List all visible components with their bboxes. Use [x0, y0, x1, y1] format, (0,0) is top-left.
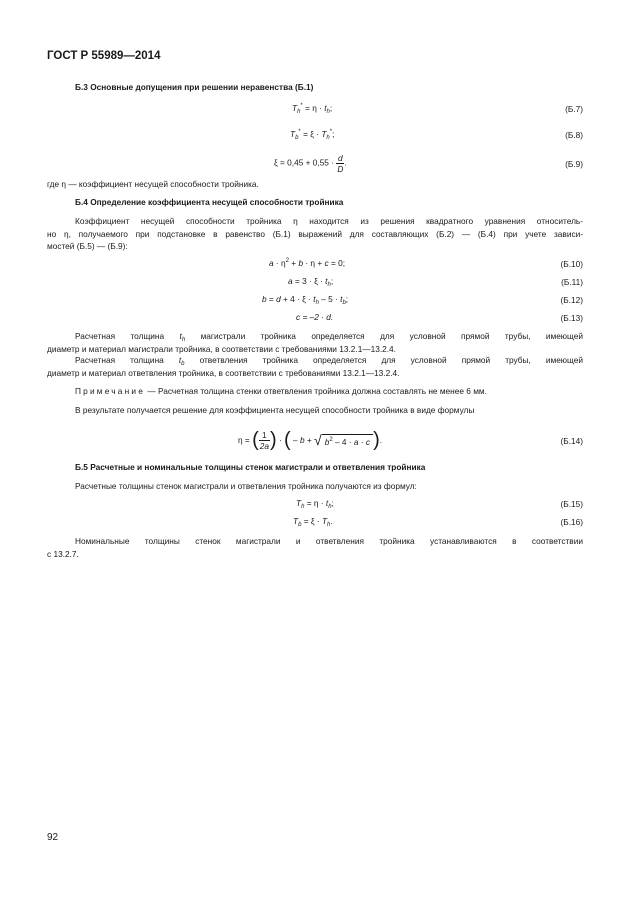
- equation-b11: $a = 3 \cdot \xi \cdot t_h$;: [288, 276, 334, 288]
- equation-b10: $a \cdot \eta^2 + b \cdot \eta + c = 0$;: [269, 258, 346, 268]
- equation-b16: $T_b = \xi \cdot T_h$.: [293, 516, 333, 528]
- equation-b9-number: (Б.9): [565, 159, 583, 169]
- fraction-denominator: D: [337, 164, 344, 174]
- final-paragraph: [47, 535, 583, 560]
- text-fragment: диаметр и материал магистрали тройника, в соответствии с требованиями 13.2.1—13.2.4.: [47, 343, 396, 354]
- equation-b8: $T_b^* = \xi \cdot T_h^*$;: [290, 129, 335, 141]
- text-fragment: Расчетная толщина: [75, 355, 164, 365]
- para-line: Коэффициент несущей способности тройника η находится из решения квадратного уравнения относитель-: [75, 216, 583, 226]
- text-fragment: диаметр и материал ответвления тройника, в соответствии с требованиями 13.2.1—13.2.4.: [47, 367, 400, 378]
- para-line: мостей (Б.5) — (Б.9):: [47, 241, 128, 252]
- section-b5-intro: Расчетные толщины стенок магистрали и ответвления тройника получаются из формул:: [75, 481, 417, 491]
- note: [75, 385, 487, 398]
- equation-b9-fraction: [336, 153, 344, 174]
- text-fragment: с 13.2.7.: [47, 548, 79, 559]
- document-header: ГОСТ Р 55989—2014: [47, 50, 161, 62]
- where-text: где η — коэффициент несущей способности тройника.: [47, 179, 259, 189]
- equation-b14-number: (Б.14): [560, 436, 583, 446]
- paragraph-thickness-branch: Расчетная толщина $t_b$ ответвления тройника определяется для условной прямой трубы, имеющей диаметр и материал ответвления тройника, в соответствии с требованиями 13.2.1—13.2.4.: [47, 355, 584, 378]
- equation-b13: c = –2 · d.: [296, 312, 334, 322]
- equation-b14: η = ( $\frac{1}{2a}$ ) · ( – b + √ $b^2 - 4 \cdot a \cdot c$ ) .: [238, 429, 383, 451]
- equation-b9: ξ = 0,45 + 0,55 · $\frac{d}{D}$ .: [274, 153, 347, 174]
- equation-b13-number: (Б.13): [560, 313, 583, 323]
- note-text: — Расчетная толщина стенки ответвления тройника должна составлять не менее 6 мм.: [147, 386, 487, 396]
- equation-b8-number: (Б.8): [565, 130, 583, 140]
- equation-b7: $T_h^* = \eta \cdot t_h$;: [292, 103, 333, 115]
- section-b4-paragraph: [47, 215, 583, 253]
- text-fragment: Номинальные толщины стенок магистрали и ответвления тройника устанавливаются в соответствии: [75, 536, 583, 546]
- text-fragment: ответвления тройника определяется для условной прямой трубы, имеющей: [199, 355, 584, 365]
- section-b4-title: Б.4 Определение коэффициента несущей способности тройника: [75, 197, 344, 207]
- fraction-numerator: d: [338, 153, 343, 163]
- result-text: В результате получается решение для коэффициента несущей способности тройника в виде формулы: [75, 405, 475, 415]
- text-fragment: Расчетная толщина: [75, 331, 165, 341]
- para-line: но η, получаемого при подстановке в равенство (Б.1) выражений для составляющих (Б.2) — (Б.4) при учете зависи-: [47, 228, 583, 239]
- equation-b9-lhs: ξ = 0,45 + 0,55 ·: [274, 157, 334, 168]
- equation-b15: $T_h = \eta \cdot t_h$;: [296, 498, 334, 510]
- note-label: Примечание: [75, 386, 146, 396]
- equation-b15-number: (Б.15): [560, 499, 583, 509]
- equation-b12: $b = d + 4 \cdot \xi \cdot t_h - 5 \cdot t_b$;: [262, 294, 349, 306]
- equation-b12-number: (Б.12): [560, 295, 583, 305]
- section-b5-title: Б.5 Расчетные и номинальные толщины стенок магистрали и ответвления тройника: [75, 462, 426, 472]
- equation-b10-number: (Б.10): [560, 259, 583, 269]
- paragraph-thickness-main: Расчетная толщина $t_h$ магистрали тройника определяется для условной прямой трубы, имеющей диаметр и материал магистрали тройника, в соответствии с требованиями 13.2.1—13.2.4.: [47, 331, 584, 354]
- equation-b11-number: (Б.11): [561, 277, 583, 287]
- equation-b16-number: (Б.16): [560, 517, 583, 527]
- equation-b7-number: (Б.7): [565, 104, 583, 114]
- page-number: 92: [47, 832, 59, 843]
- section-b3-title: Б.3 Основные допущения при решении неравенства (Б.1): [75, 82, 314, 92]
- text-fragment: магистрали тройника определяется для условной прямой трубы, имеющей: [200, 331, 584, 341]
